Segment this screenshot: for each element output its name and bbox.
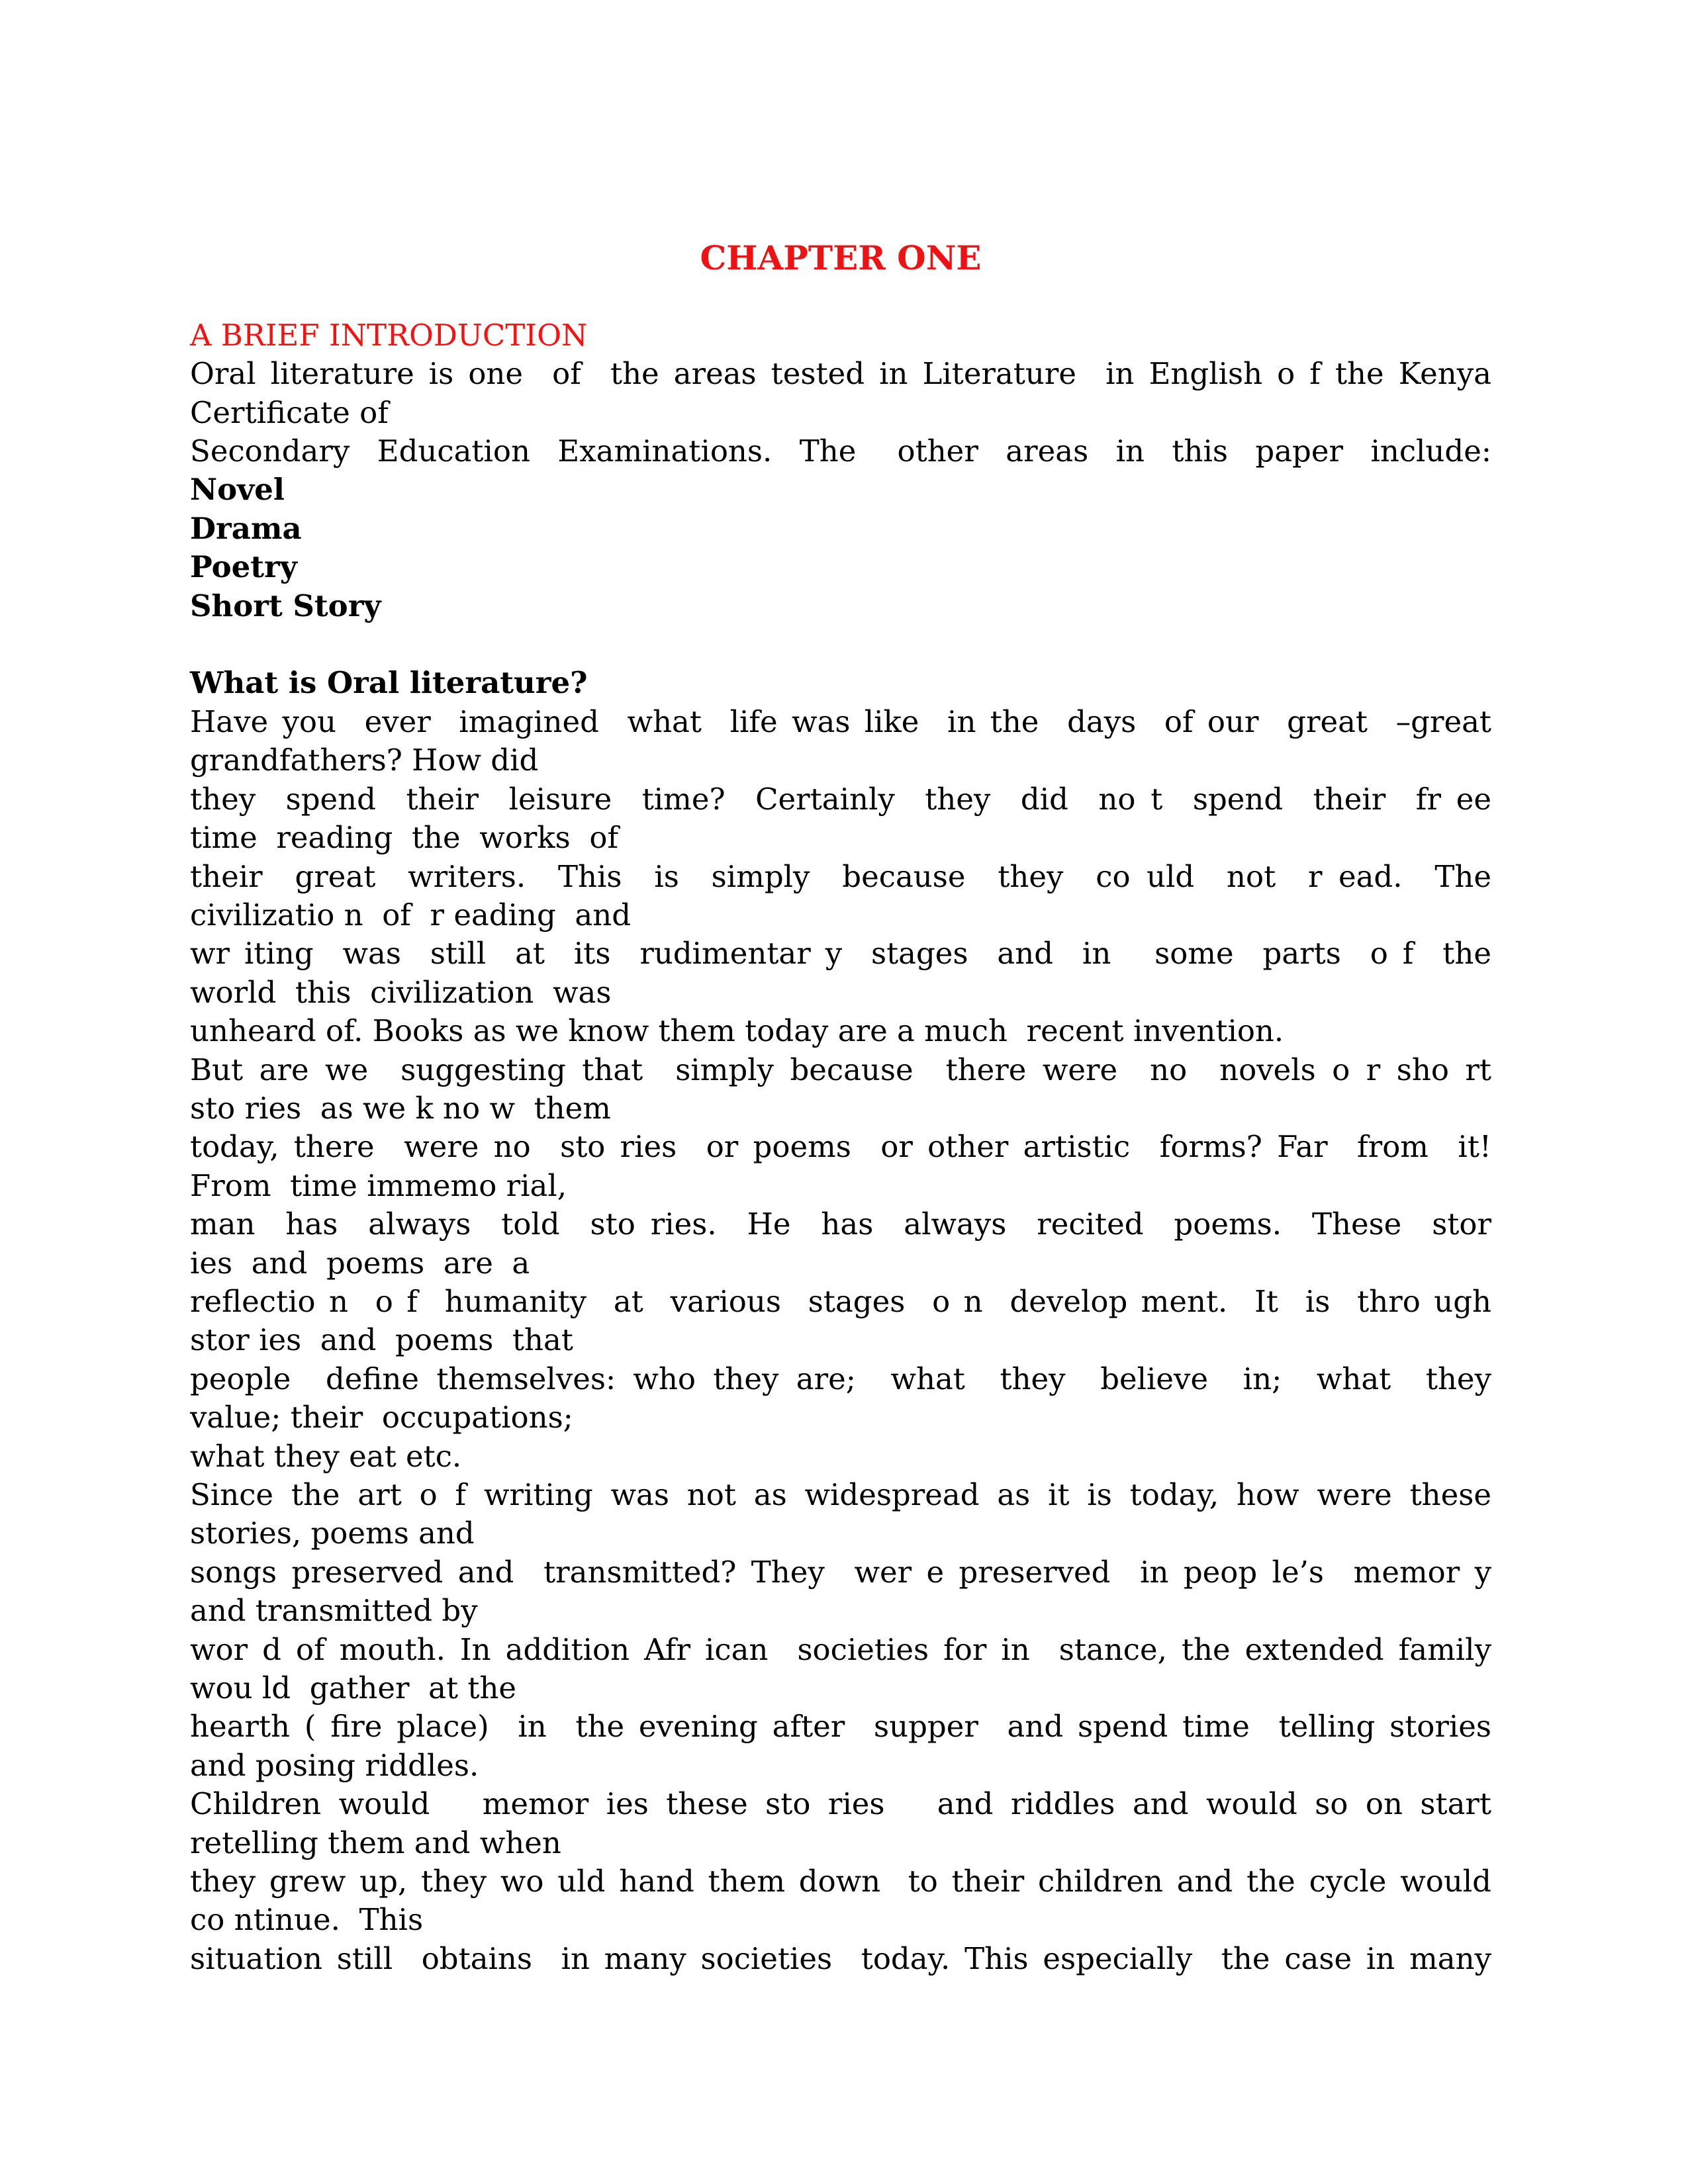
text-line: their great writers. This is simply because they co uld not r ead. The <box>190 858 1491 894</box>
text-line: stories, poems and <box>190 1516 475 1551</box>
text-line: world this civilization was <box>190 974 612 1010</box>
text-line: hearth ( fire place) in the evening after supper and spend time telling stories <box>190 1709 1491 1745</box>
blank-line <box>190 625 1491 664</box>
text-line: Oral literature is one of the areas tested in Literature in English o f the Kenya <box>190 356 1491 392</box>
blank-line <box>190 277 1491 316</box>
text-line: wr iting was still at its rudimentar y stages and in some parts o f the <box>190 936 1491 972</box>
bold-text-line: Poetry <box>190 549 297 585</box>
bold-text-line: What is Oral literature? <box>190 665 588 701</box>
section-heading: A BRIEF INTRODUCTION <box>190 317 588 353</box>
text-line: Children would memor ies these sto ries and riddles and would so on start <box>190 1786 1491 1822</box>
text-line: wor d of mouth. In addition Afr ican societies for in stance, the extended family <box>190 1631 1491 1667</box>
text-line: stor ies and poems that <box>190 1322 573 1358</box>
text-line: ies and poems are a <box>190 1245 530 1281</box>
text-line: time reading the works of <box>190 820 619 856</box>
document-lines <box>190 239 1491 1978</box>
text-line: unheard of. Books as we know them today are a much recent invention. <box>190 1013 1284 1049</box>
text-line: Certificate of <box>190 394 389 430</box>
text-line: civilizatio n of r eading and <box>190 897 632 933</box>
text-line: wou ld gather at the <box>190 1670 517 1706</box>
text-line: and transmitted by <box>190 1593 478 1629</box>
text-line: Have you ever imagined what life was like in the days of our great –great <box>190 704 1491 739</box>
text-line: songs preserved and transmitted? They wer e preserved in peop le’s memor y <box>190 1554 1491 1590</box>
text-line: man has always told sto ries. He has always recited poems. These stor <box>190 1206 1491 1242</box>
text-line: what they eat etc. <box>190 1438 462 1474</box>
text-line: situation still obtains in many societies today. This especially the case in many <box>190 1940 1491 1976</box>
text-line: and posing riddles. <box>190 1747 479 1783</box>
text-line: value; their occupations; <box>190 1400 573 1435</box>
text-line: But are we suggesting that simply because there were no novels o r sho rt <box>190 1052 1491 1087</box>
text-line: retelling them and when <box>190 1825 561 1860</box>
text-line: they spend their leisure time? Certainly they did no t spend their fr ee <box>190 781 1491 817</box>
text-line: they grew up, they wo uld hand them down to their children and the cycle would <box>190 1864 1491 1899</box>
text-line: today, there were no sto ries or poems or other artistic forms? Far from it! <box>190 1129 1491 1165</box>
text-line: grandfathers? How did <box>190 743 539 778</box>
text-line: people define themselves: who they are; what they believe in; what they <box>190 1361 1491 1396</box>
bold-text-line: Short Story <box>190 588 381 623</box>
bold-text-line: Novel <box>190 472 285 508</box>
text-line: From time immemo rial, <box>190 1167 567 1203</box>
text-line: sto ries as we k no w them <box>190 1090 611 1126</box>
text-line: reflectio n o f humanity at various stages o n develop ment. It is thro ugh <box>190 1283 1491 1319</box>
text-line: Secondary Education Examinations. The other areas in this paper include: <box>190 433 1491 469</box>
text-line: Since the art o f writing was not as widespread as it is today, how were these <box>190 1477 1491 1512</box>
bold-text-line: Drama <box>190 510 302 546</box>
chapter-title: CHAPTER ONE <box>700 238 982 277</box>
text-line: co ntinue. This <box>190 1902 424 1938</box>
